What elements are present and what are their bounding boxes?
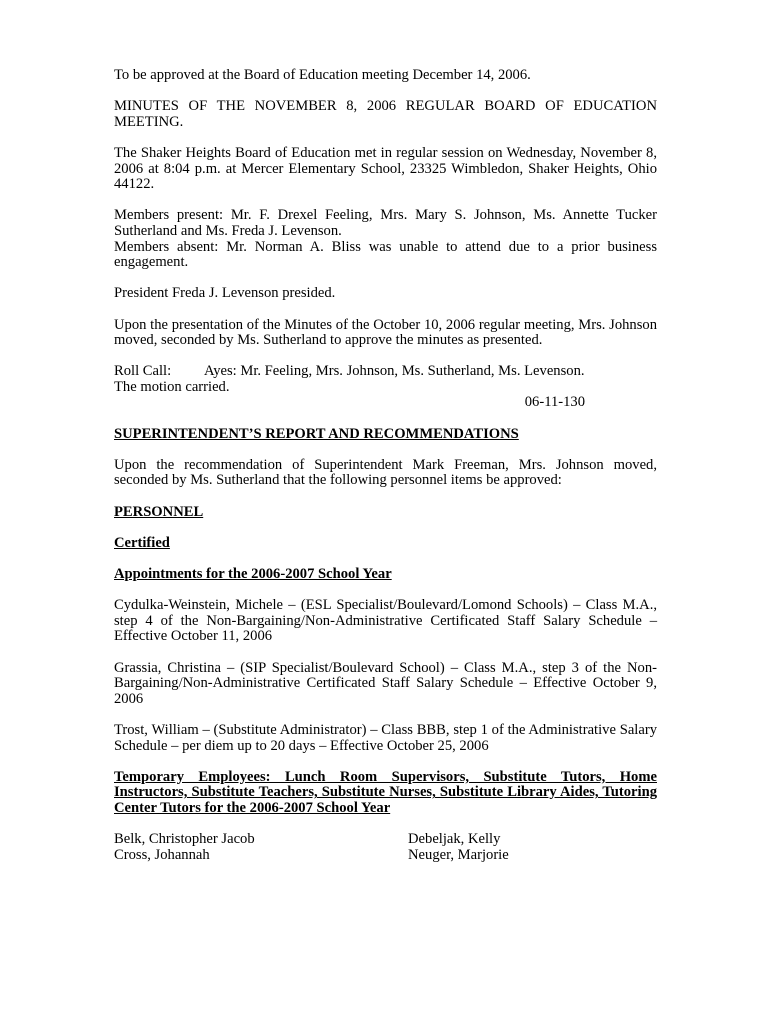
members-absent: Members absent: Mr. Norman A. Bliss was unable to attend due to a prior business engagement. xyxy=(114,238,657,271)
employee-name: Neuger, Marjorie xyxy=(408,846,509,863)
appointments-heading: Appointments for the 2006-2007 School Year xyxy=(114,566,392,582)
temporary-names-list xyxy=(114,832,657,863)
employee-name: Debeljak, Kelly xyxy=(408,831,501,848)
appointment-item: Cydulka-Weinstein, Michele – (ESL Specialist/Boulevard/Lomond Schools) – Class M.A., step 4 of the Non-Bargaining/Non-Administrative Certificated Staff Salary Schedule – Effective October 11, 2006 xyxy=(114,597,657,645)
employee-name: Cross, Johannah xyxy=(114,846,210,863)
employee-name: Belk, Christopher Jacob xyxy=(114,831,255,848)
resolution-code: 06-11-130 xyxy=(524,394,585,411)
superintendent-heading: SUPERINTENDENT’S REPORT AND RECOMMENDATIONS xyxy=(114,425,519,442)
roll-call xyxy=(114,364,657,380)
names-column-right xyxy=(408,832,657,863)
personnel-heading: PERSONNEL xyxy=(114,503,204,520)
temporary-employees-heading: Temporary Employees: Lunch Room Supervisors, Substitute Tutors, Home Instructors, Substitute Teachers, Substitute Nurses, Substitute Library Aides, Tutoring Center Tutors for the 2006-2007 School Year xyxy=(114,768,657,816)
presided-line: President Freda J. Levenson presided. xyxy=(114,285,336,302)
appointment-item: Trost, William – (Substitute Administrator) – Class BBB, step 1 of the Administrative Salary Schedule – per diem up to 20 days – Effective October 25, 2006 xyxy=(114,721,657,754)
roll-call-result: The motion carried. xyxy=(114,378,230,395)
document-page xyxy=(114,68,657,863)
superintendent-text: Upon the recommendation of Superintendent Mark Freeman, Mrs. Johnson moved, seconded by Ms. Sutherland that the following personnel items be approved: xyxy=(114,456,657,489)
roll-call-label: Roll Call: xyxy=(114,363,172,380)
document-title: MINUTES OF THE NOVEMBER 8, 2006 REGULAR BOARD OF EDUCATION MEETING. xyxy=(114,98,657,130)
names-column-left xyxy=(114,832,408,863)
roll-call-ayes: Ayes: Mr. Feeling, Mrs. Johnson, Ms. Sutherland, Ms. Levenson. xyxy=(204,363,585,380)
minutes-motion: Upon the presentation of the Minutes of the October 10, 2006 regular meeting, Mrs. Johnson moved, seconded by Ms. Sutherland to approve the minutes as presented. xyxy=(114,316,657,349)
certified-heading: Certified xyxy=(114,534,170,551)
appointment-item: Grassia, Christina – (SIP Specialist/Boulevard School) – Class M.A., step 3 of the Non-Bargaining/Non-Administrative Certificated Staff Salary Schedule – Effective October 9, 2006 xyxy=(114,659,657,707)
members-present: Members present: Mr. F. Drexel Feeling, Mrs. Mary S. Johnson, Ms. Annette Tucker Sutherland and Ms. Freda J. Levenson. xyxy=(114,207,657,239)
approval-note: To be approved at the Board of Education meeting December 14, 2006. xyxy=(114,67,531,83)
intro-paragraph: The Shaker Heights Board of Education met in regular session on Wednesday, November 8, 2006 at 8:04 p.m. at Mercer Elementary School, 23325 Wimbledon, Shaker Heights, Ohio 44122. xyxy=(114,144,657,193)
